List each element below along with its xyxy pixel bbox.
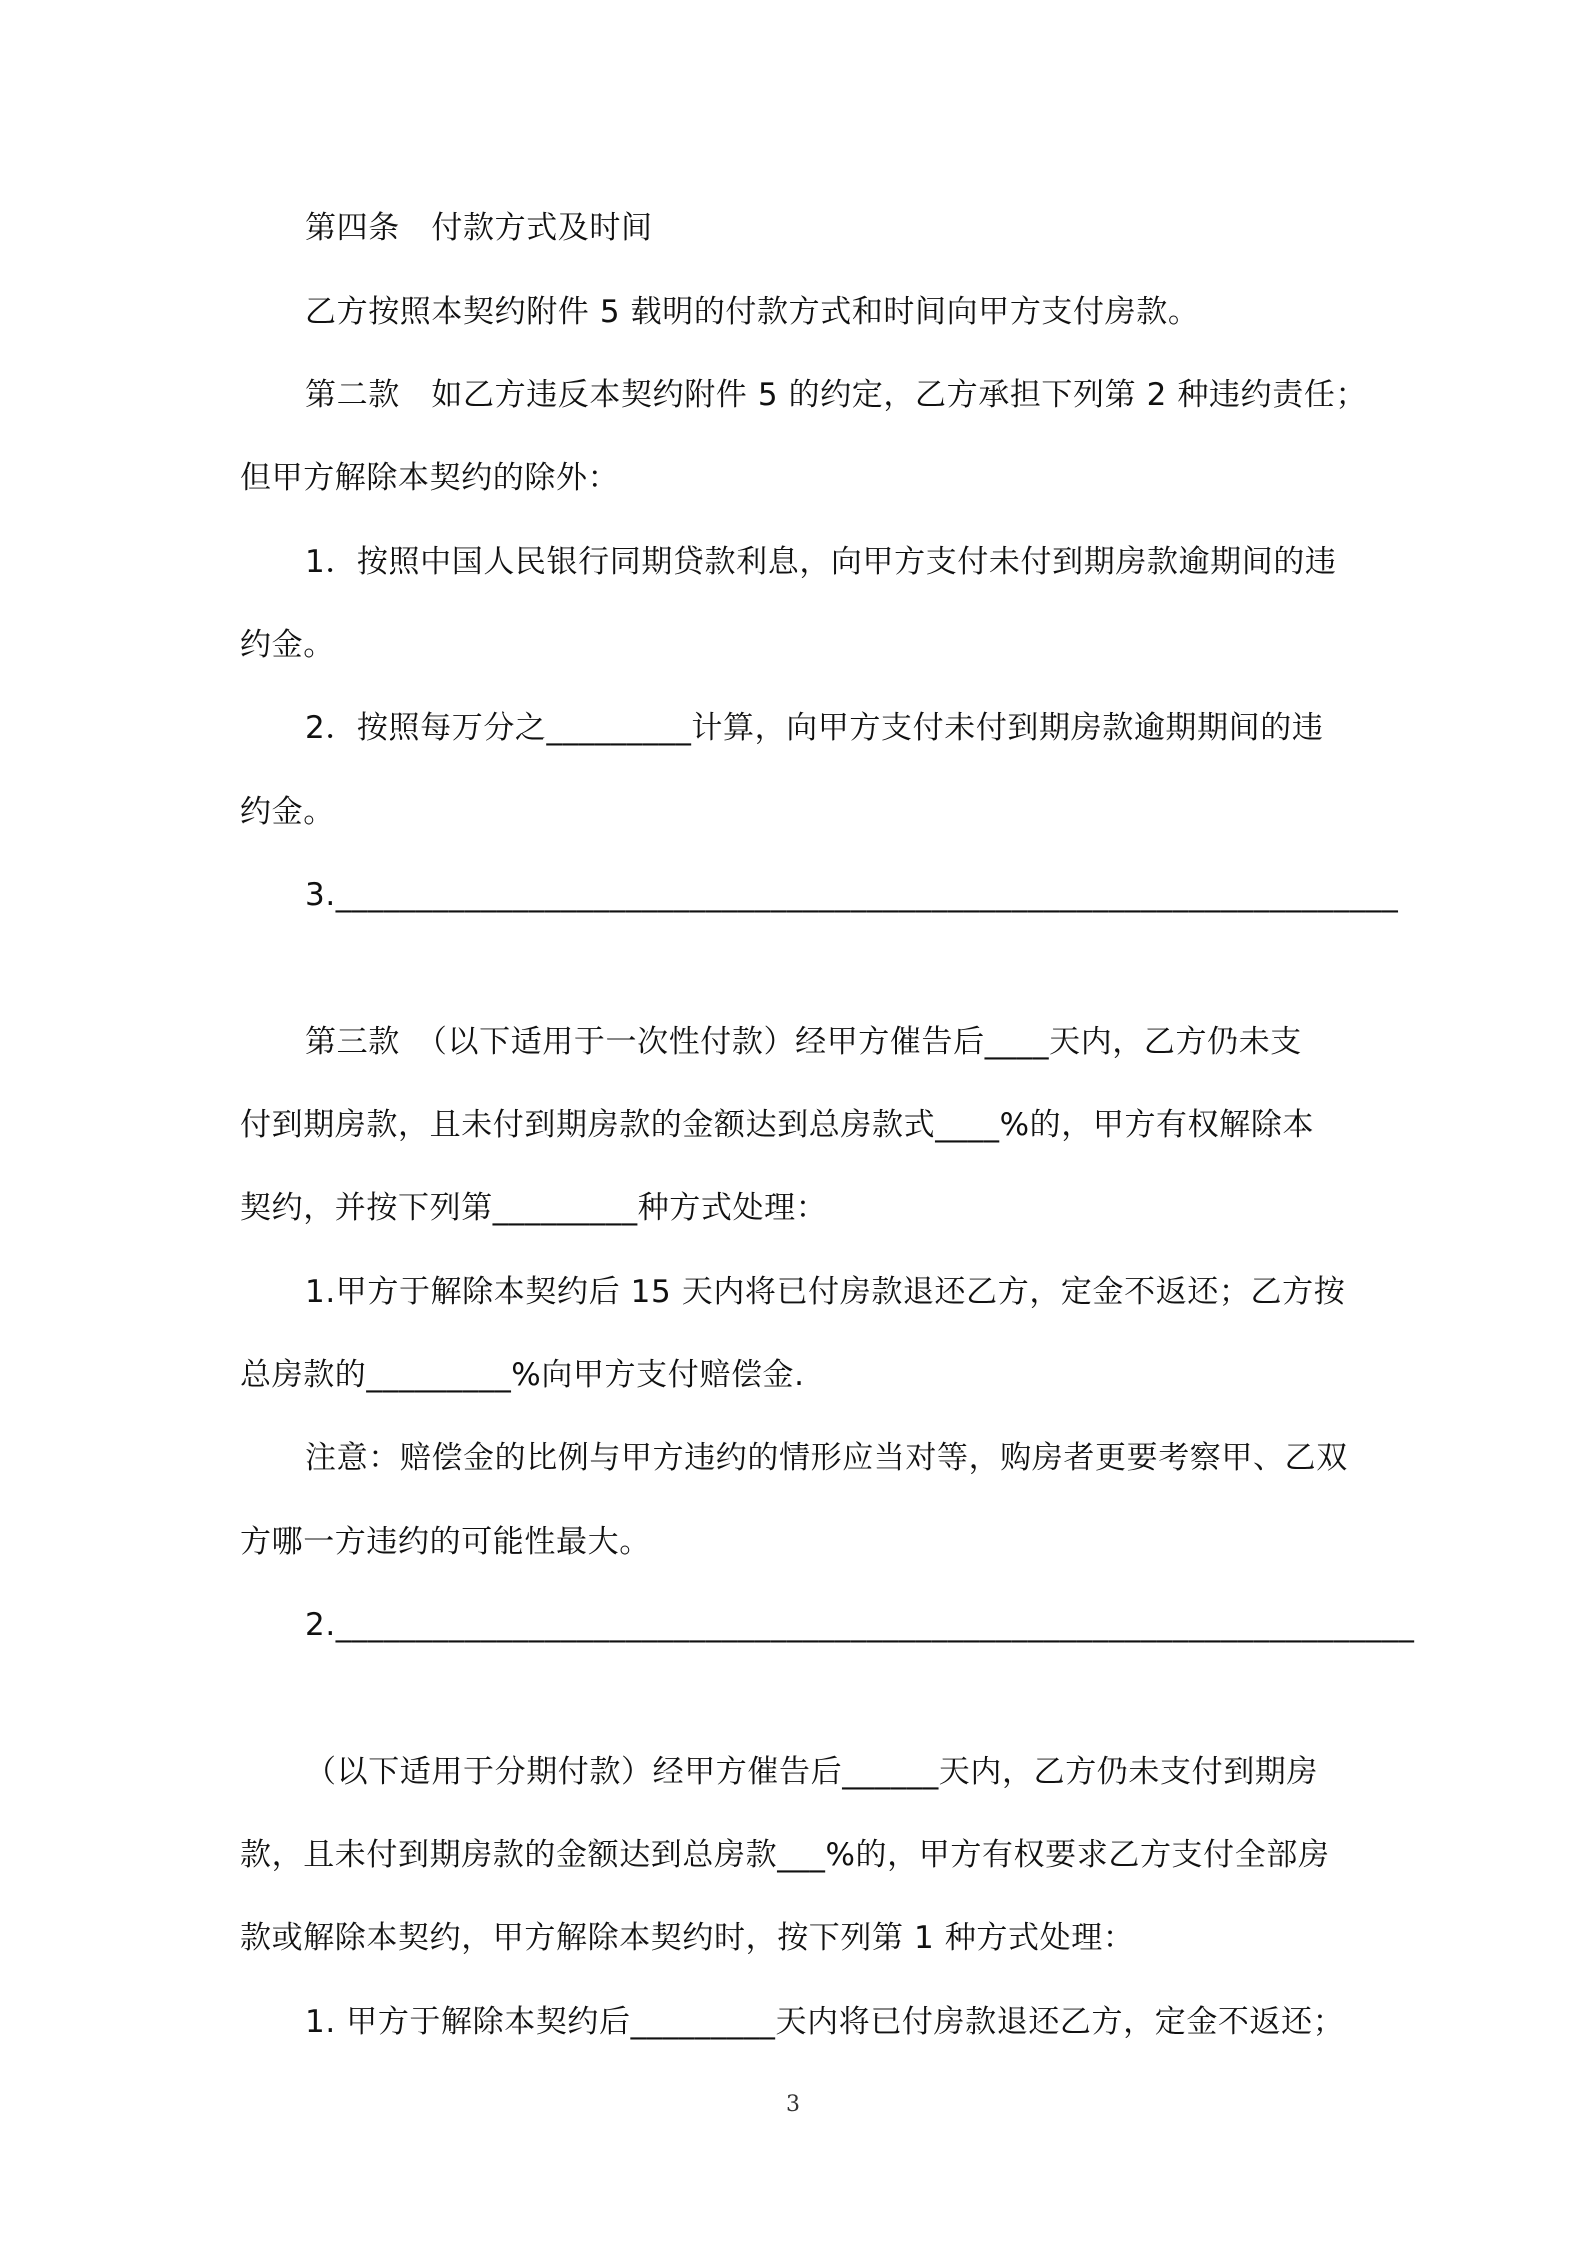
page-number: 3 [786,2092,800,2117]
installment-paragraph-line: （以下适用于分期付款）经甲方催告后______天内，乙方仍未支付到期房 [305,1754,1318,1790]
paragraph-line: 约金。 [240,794,335,830]
blank-item-line: 2.___________________________________________________________________ [305,1607,1415,1643]
list-item-line: 2．按照每万分之_________计算，向甲方支付未付到期房款逾期期间的违 [305,710,1324,746]
note-line: 注意：赔偿金的比例与甲方违约的情形应当对等，购房者更要考察甲、乙双 [305,1440,1348,1476]
list-item-line: 1．按照中国人民银行同期贷款利息，向甲方支付未付到期房款逾期间的违 [305,544,1337,580]
paragraph-line: 方哪一方违约的可能性最大。 [240,1524,651,1560]
blank-item-line: 3.__________________________________________________________________ [305,877,1399,913]
article-4-heading: 第四条 付款方式及时间 [305,210,653,246]
paragraph-line: 总房款的_________%向甲方支付赔偿金. [240,1357,805,1393]
paragraph-line: 款或解除本契约，甲方解除本契约时，按下列第 1 种方式处理： [240,1920,1135,1956]
paragraph-line: 但甲方解除本契约的除外： [240,460,620,496]
paragraph-line: 契约，并按下列第_________种方式处理： [240,1190,828,1226]
paragraph-line: 约金。 [240,627,335,663]
clause-2-line: 第二款 如乙方违反本契约附件 5 的约定，乙方承担下列第 2 种违约责任； [305,377,1368,413]
list-item-line: 1.甲方于解除本契约后 15 天内将已付房款退还乙方，定金不返还；乙方按 [305,1274,1346,1310]
clause-3-line: 第三款 （以下适用于一次性付款）经甲方催告后____天内，乙方仍未支 [305,1024,1302,1060]
paragraph-line: 款，且未付到期房款的金额达到总房款___%的，甲方有权要求乙方支付全部房 [240,1837,1330,1873]
paragraph-line: 乙方按照本契约附件 5 载明的付款方式和时间向甲方支付房款。 [305,294,1200,330]
list-item-line: 1. 甲方于解除本契约后_________天内将已付房款退还乙方，定金不返还； [305,2004,1345,2040]
paragraph-line: 付到期房款，且未付到期房款的金额达到总房款式____%的，甲方有权解除本 [240,1107,1315,1143]
